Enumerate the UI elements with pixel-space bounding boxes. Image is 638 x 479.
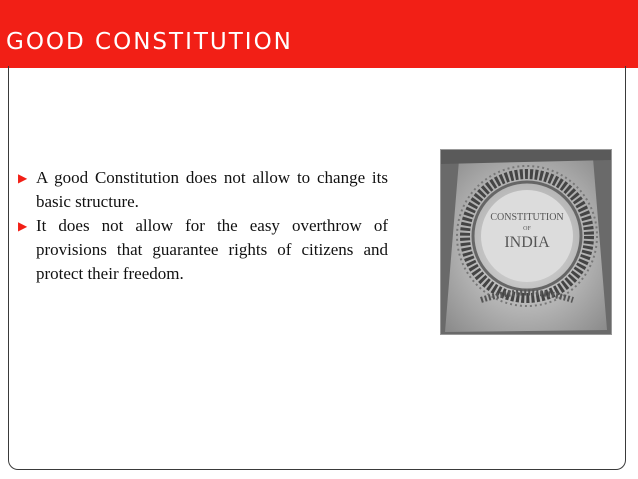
bullet-text: It does not allow for the easy overthrow of provisions that guarantee rights of citizens and protect their freedom. [36,216,388,283]
bullet-icon: ▶ [18,219,28,233]
bullet-item [18,214,388,286]
bullet-list [18,166,388,286]
constitution-book-image [441,150,611,334]
cover-line3: INDIA [504,234,550,251]
bullet-icon: ▶ [18,171,28,185]
bullet-text: A good Constitution does not allow to change its basic structure. [36,168,388,211]
slide-title: GOOD CONSTITUTION [6,29,293,55]
cover-line1: CONSTITUTION [490,212,564,223]
bullet-item [18,166,388,214]
title-bar [0,0,638,68]
constitution-book-photo [440,149,612,335]
cover-line2: OF [523,226,531,232]
